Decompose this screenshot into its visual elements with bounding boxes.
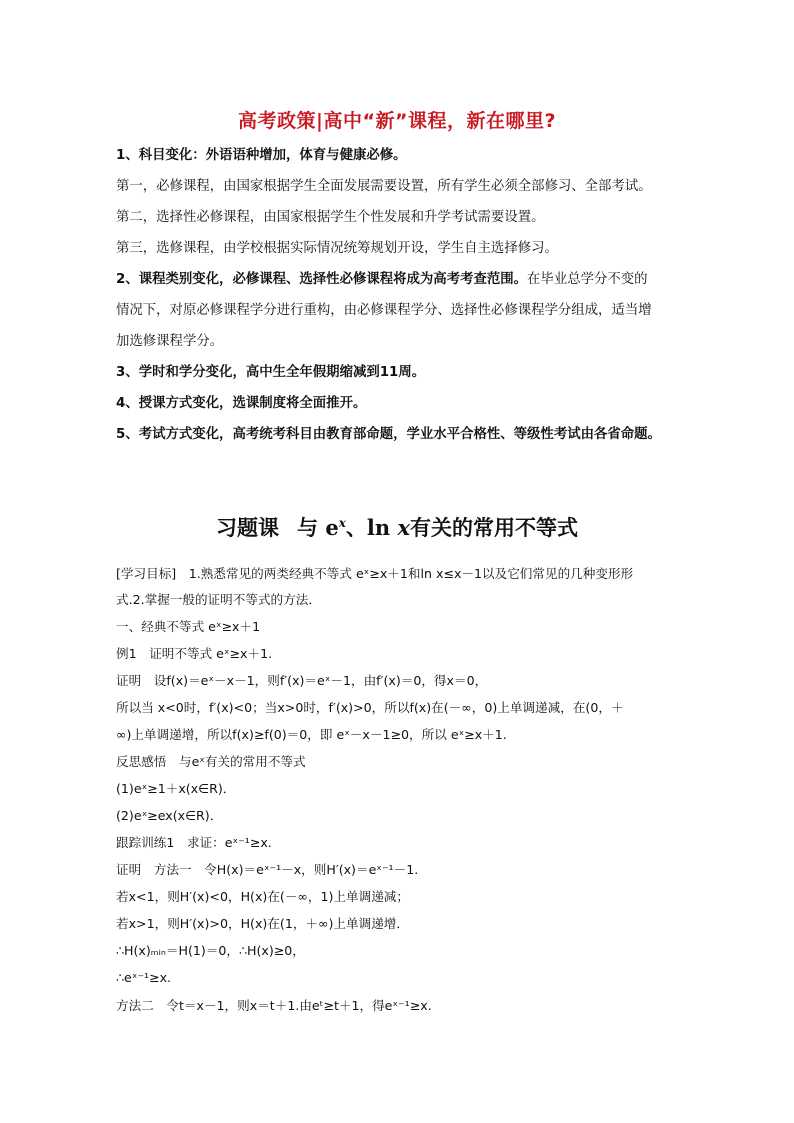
proof-2-line-2: 若x<1，则H′(x)<0，H(x)在(－∞，1)上单调递减；: [116, 889, 409, 904]
lesson-title-b: 与: [297, 516, 319, 540]
reflection-heading: 反思感悟 与eˣ有关的常用不等式: [116, 754, 306, 769]
inequality-1: (1)eˣ≥1＋x(x∈R)．: [116, 781, 236, 796]
proof-2-line-5: ∴eˣ⁻¹≥x.: [116, 970, 172, 985]
lesson-title-a: 习题课: [216, 516, 280, 540]
proof-2-line-4: ∴H(x)ₘᵢₙ＝H(1)＝0，∴H(x)≥0，: [116, 943, 305, 958]
policy-item-1: 1、科目变化：外语语种增加，体育与健康必修。: [116, 148, 407, 163]
proof-2-line-1: 证明 方法一 令H(x)＝eˣ⁻¹－x，则H′(x)＝eˣ⁻¹－1.: [116, 862, 419, 877]
policy-paragraph-3: 第三，选修课程，由学校根据实际情况统筹规划开设，学生自主选择修习。: [116, 241, 558, 256]
policy-item-2-line-2: 情况下，对原必修课程学分进行重构，由必修课程学分、选择性必修课程学分组成，适当增: [116, 303, 652, 318]
policy-item-2-line-1: [116, 270, 648, 290]
lesson-title: [0, 512, 794, 542]
policy-item-2-bold: 2、课程类别变化，必修课程、选择性必修课程将成为高考考查范围。: [116, 272, 528, 287]
policy-item-4: 4、授课方式变化，选课制度将全面推开。: [116, 396, 367, 411]
proof-2-line-3: 若x>1，则H′(x)>0，H(x)在(1，＋∞)上单调递增．: [116, 916, 409, 931]
practice-1: 跟踪训练1 求证：eˣ⁻¹≥x.: [116, 835, 272, 850]
proof-1-line-1: 证明 设f(x)＝eˣ－x－1，则f′(x)＝eˣ－1，由f′(x)＝0，得x＝0，: [116, 673, 488, 688]
policy-item-2-line-3: 加选修课程学分。: [116, 334, 224, 349]
lesson-title-x: x: [397, 515, 410, 540]
policy-paragraph-1: 第一，必修课程，由国家根据学生全面发展需要设置，所有学生必须全部修习、全部考试。: [116, 179, 652, 194]
objective-line-2: 式.2.掌握一般的证明不等式的方法．: [116, 592, 321, 607]
proof-1-line-2: 所以当 x<0时，f′(x)<0；当x>0时，f′(x)>0，所以f(x)在(－∞，0)上单调递减，在(0，＋: [116, 700, 624, 715]
method-2: 方法二 令t＝x－1，则x＝t＋1.由eᵗ≥t＋1，得eˣ⁻¹≥x.: [116, 998, 432, 1013]
proof-1-line-3: ∞)上单调递增，所以f(x)≥f(0)＝0，即 eˣ－x－1≥0，所以 eˣ≥x＋1.: [116, 727, 507, 742]
policy-title: 高考政策|高中“新”课程，新在哪里?: [238, 110, 556, 132]
lesson-title-tail: 有关的常用不等式: [409, 516, 578, 540]
lesson-title-ln: 、ln: [345, 515, 398, 540]
policy-item-5: 5、考试方式变化，高考统考科目由教育部命题，学业水平合格性、等级性考试由各省命题。: [116, 427, 661, 442]
inequality-2: (2)eˣ≥ex(x∈R)．: [116, 808, 223, 823]
policy-item-2-rest: 在毕业总学分不变的: [527, 272, 648, 287]
section-heading-1: 一、经典不等式 eˣ≥x＋1: [116, 619, 261, 634]
policy-paragraph-2: 第二，选择性必修课程，由国家根据学生个性发展和升学考试需要设置。: [116, 210, 545, 225]
example-1: 例1 证明不等式 eˣ≥x＋1.: [116, 646, 273, 661]
lesson-title-x-sup: x: [338, 516, 346, 530]
policy-item-3: 3、学时和学分变化，高中生全年假期缩减到11周。: [116, 365, 426, 380]
objective-line-1: [学习目标] 1.熟悉常见的两类经典不等式 eˣ≥x＋1和ln x≤x－1以及它们常见的几种变形形: [116, 566, 634, 581]
lesson-title-e: e: [325, 515, 339, 540]
